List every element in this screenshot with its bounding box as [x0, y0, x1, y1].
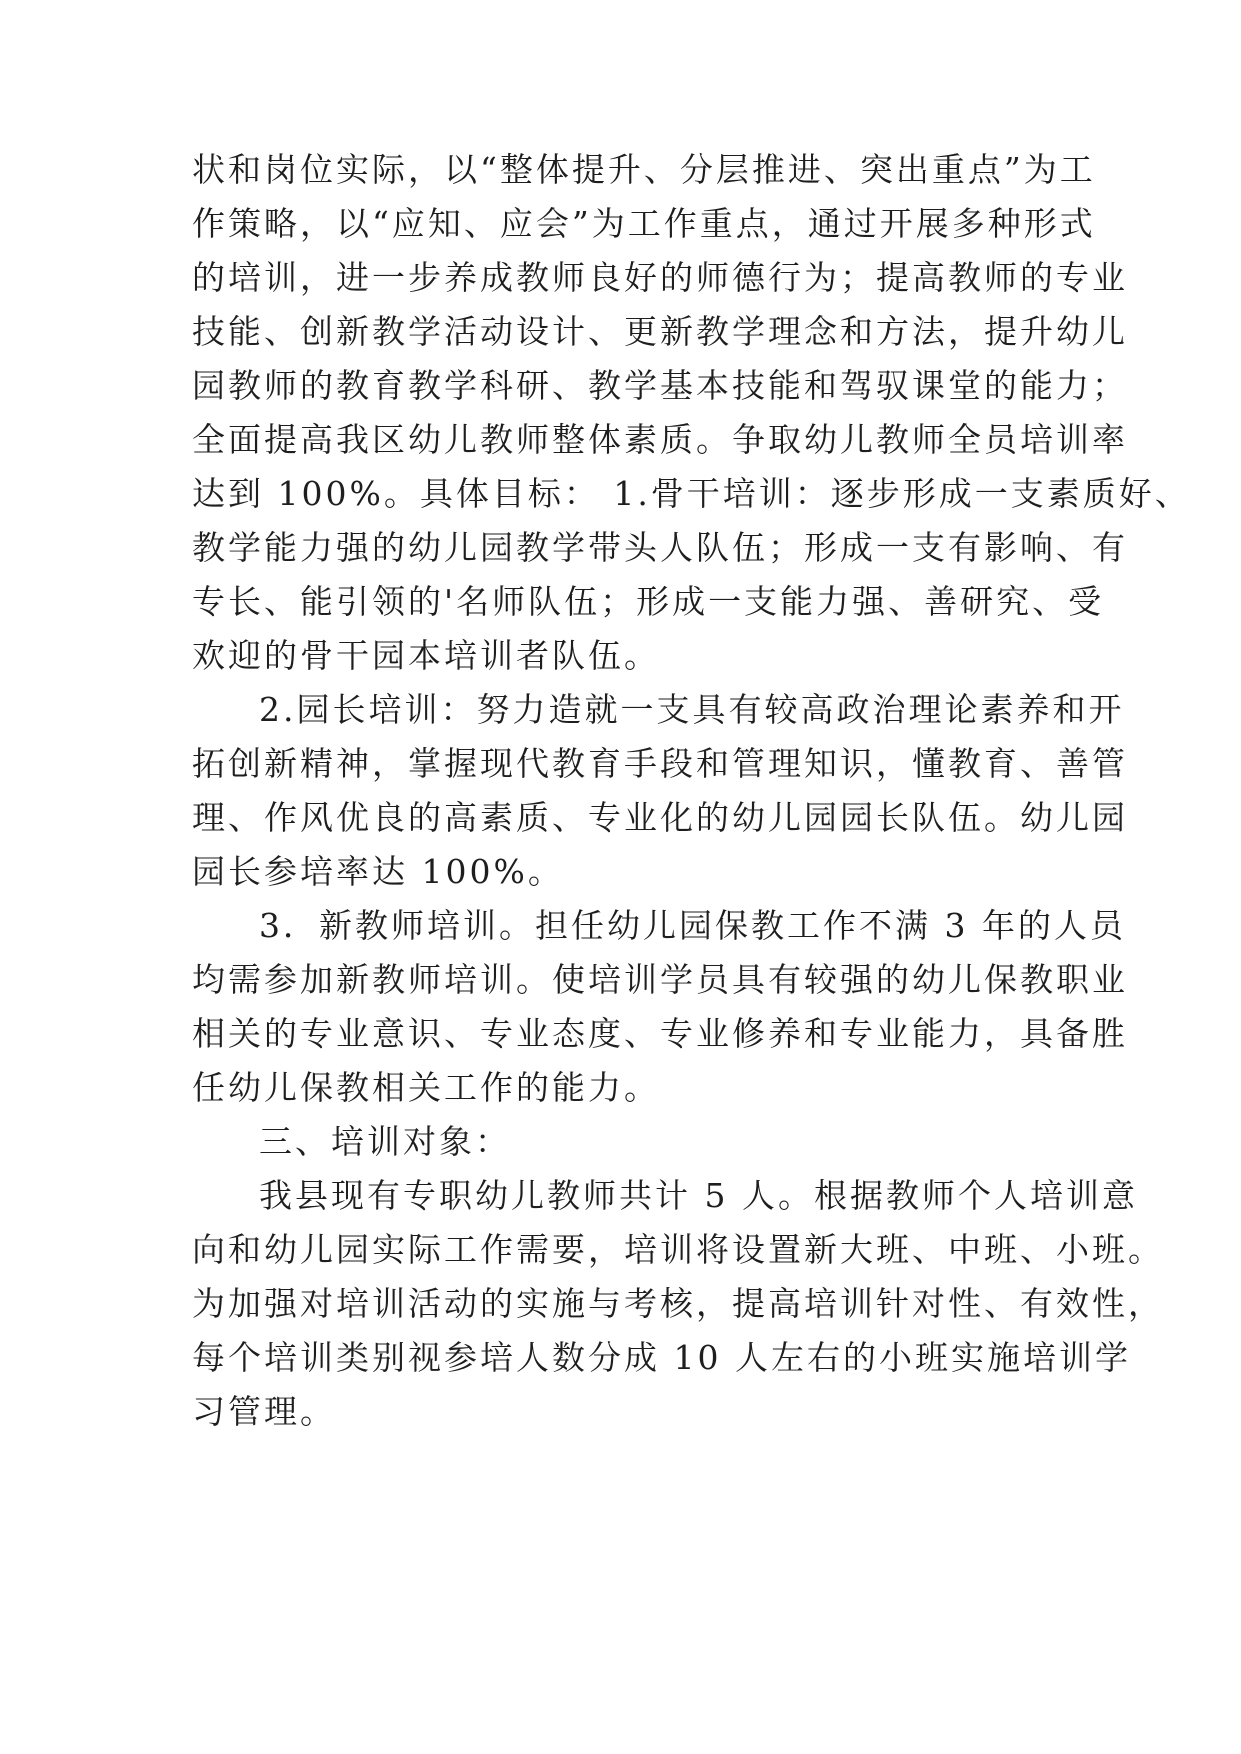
text-line: 状和岗位实际，以“整体提升、分层推进、突出重点”为工	[192, 150, 1096, 189]
paragraph-start: 3．新教师培训。担任幼儿园保教工作不满 3 年的人员	[259, 906, 1126, 945]
text-line: 专长、能引领的'名师队伍；形成一支能力强、善研究、受	[192, 582, 1105, 621]
paragraph-start: 我县现有专职幼儿教师共计 5 人。根据教师个人培训意	[259, 1176, 1138, 1215]
text-line: 为加强对培训活动的实施与考核，提高培训针对性、有效性，	[192, 1284, 1164, 1323]
text-line: 达到 100%。具体目标： 1.骨干培训：逐步形成一支素质好、	[192, 474, 1191, 513]
paragraph-start: 2.园长培训：努力造就一支具有较高政治理论素养和开	[259, 690, 1125, 729]
text-line: 园教师的教育教学科研、教学基本技能和驾驭课堂的能力；	[192, 366, 1128, 405]
text-line: 欢迎的骨干园本培训者队伍。	[192, 636, 660, 675]
text-line: 任幼儿保教相关工作的能力。	[192, 1068, 660, 1107]
text-line: 园长参培率达 100%。	[192, 852, 564, 891]
text-line: 相关的专业意识、专业态度、专业修养和专业能力，具备胜	[192, 1014, 1128, 1053]
text-line: 技能、创新教学活动设计、更新教学理念和方法，提升幼儿	[192, 312, 1128, 351]
text-line: 习管理。	[192, 1392, 336, 1431]
text-line: 向和幼儿园实际工作需要，培训将设置新大班、中班、小班。	[192, 1230, 1164, 1269]
text-line: 均需参加新教师培训。使培训学员具有较强的幼儿保教职业	[192, 960, 1128, 999]
section-heading: 三、培训对象：	[259, 1122, 511, 1161]
text-line: 每个培训类别视参培人数分成 10 人左右的小班实施培训学	[192, 1338, 1131, 1377]
text-line: 全面提高我区幼儿教师整体素质。争取幼儿教师全员培训率	[192, 420, 1128, 459]
text-line: 教学能力强的幼儿园教学带头人队伍；形成一支有影响、有	[192, 528, 1128, 567]
text-line: 拓创新精神，掌握现代教育手段和管理知识，懂教育、善管	[192, 744, 1128, 783]
text-line: 理、作风优良的高素质、专业化的幼儿园园长队伍。幼儿园	[192, 798, 1128, 837]
text-line: 作策略，以“应知、应会”为工作重点，通过开展多种形式	[192, 204, 1096, 243]
text-line: 的培训，进一步养成教师良好的师德行为；提高教师的专业	[192, 258, 1128, 297]
